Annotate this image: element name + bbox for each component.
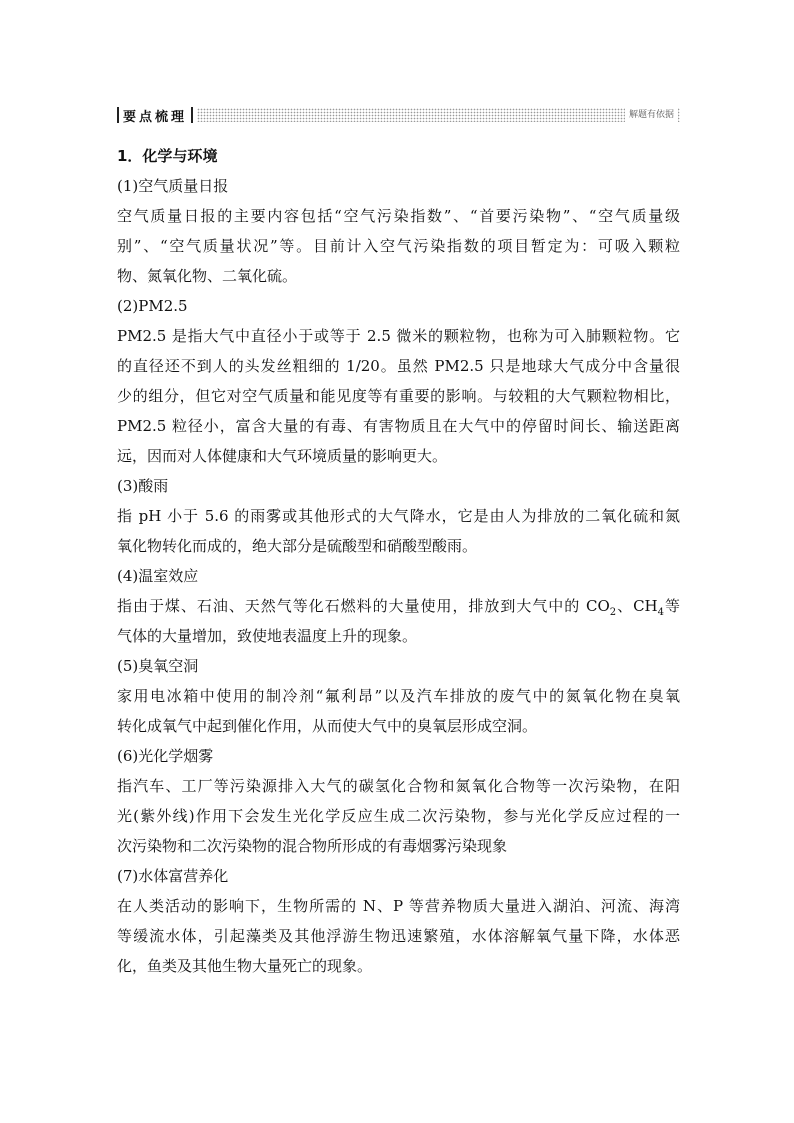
paragraph-line: PM2.5 是指大气中直径小于或等于 2.5 微米的颗粒物，也称为可入肺颗粒物。它 — [117, 327, 680, 345]
section-header-bar — [117, 106, 680, 124]
paragraph-line: 次污染物和二次污染物的混合物所形成的有毒烟雾污染现象 — [117, 837, 508, 855]
section-title: 1．化学与环境 — [117, 147, 218, 165]
subscript: 2 — [609, 607, 617, 618]
paragraph-line: 少的组分，但它对空气质量和能见度等有重要的影响。与较粗的大气颗粒物相比， — [117, 387, 680, 405]
page-content — [117, 141, 680, 981]
paragraph-line: 指 pH 小于 5.6 的雨雾或其他形式的大气降水，它是由人为排放的二氧化硫和氮 — [117, 507, 680, 525]
paragraph-line: 等缓流水体，引起藻类及其他浮游生物迅速繁殖，水体溶解氧气量下降，水体恶 — [117, 927, 680, 945]
paragraph-line: 转化成氧气中起到催化作用，从而使大气中的臭氧层形成空洞。 — [117, 717, 538, 735]
subheading-eutrophication: (7)水体富营养化 — [117, 867, 229, 885]
text-run: 、CH — [616, 597, 658, 615]
paragraph-line: 的直径还不到人的头发丝粗细的 1/20。虽然 PM2.5 只是地球大气成分中含量很 — [117, 357, 680, 375]
text-run: 指由于煤、石油、天然气等化石燃料的大量使用，排放到大气中的 CO — [117, 597, 610, 615]
paragraph-line: 氧化物转化而成的，绝大部分是硫酸型和硝酸型酸雨。 — [117, 537, 478, 555]
subscript: 4 — [657, 607, 665, 618]
header-title: 要点梳理 — [123, 109, 188, 125]
paragraph-line: 在人类活动的影响下，生物所需的 N、P 等营养物质大量进入湖泊、河流、海湾 — [117, 897, 680, 915]
subheading-greenhouse-effect: (4)温室效应 — [117, 567, 199, 585]
paragraph-line: 物、氮氧化物、二氧化硫。 — [117, 267, 298, 285]
paragraph-line: PM2.5 粒径小，富含大量的有毒、有害物质且在大气中的停留时间长、输送距离 — [117, 417, 680, 435]
paragraph-line: 化，鱼类及其他生物大量死亡的现象。 — [117, 957, 373, 975]
paragraph-line: 气体的大量增加，致使地表温度上升的现象。 — [117, 627, 418, 645]
subheading-ozone-hole: (5)臭氧空洞 — [117, 657, 199, 675]
subheading-pm25: (2)PM2.5 — [117, 297, 188, 315]
subheading-photochemical-smog: (6)光化学烟雾 — [117, 747, 214, 765]
paragraph-line: 指汽车、工厂等污染源排入大气的碳氢化合物和氮氧化合物等一次污染物，在阳 — [117, 777, 680, 795]
paragraph-line: 远，因而对人体健康和大气环境质量的影响更大。 — [117, 447, 448, 465]
header-dotted-band — [197, 108, 680, 122]
paragraph-line: 空气质量日报的主要内容包括“空气污染指数”、“首要污染物”、“空气质量级 — [117, 207, 680, 225]
subheading-acid-rain: (3)酸雨 — [117, 477, 169, 495]
text-run: 等 — [664, 597, 680, 615]
header-right-tick — [191, 107, 193, 123]
paragraph-line — [117, 591, 680, 621]
paragraph-line: 光(紫外线)作用下会发生光化学反应生成二次污染物，参与光化学反应过程的一 — [117, 807, 680, 825]
paragraph-line: 别”、“空气质量状况”等。目前计入空气污染指数的项目暂定为：可吸入颗粒 — [117, 237, 680, 255]
header-tag: 解题有依据 — [625, 108, 678, 122]
subheading-air-quality: (1)空气质量日报 — [117, 177, 229, 195]
paragraph-line: 家用电冰箱中使用的制冷剂“氟利昂”以及汽车排放的废气中的氮氧化物在臭氧 — [117, 687, 680, 705]
